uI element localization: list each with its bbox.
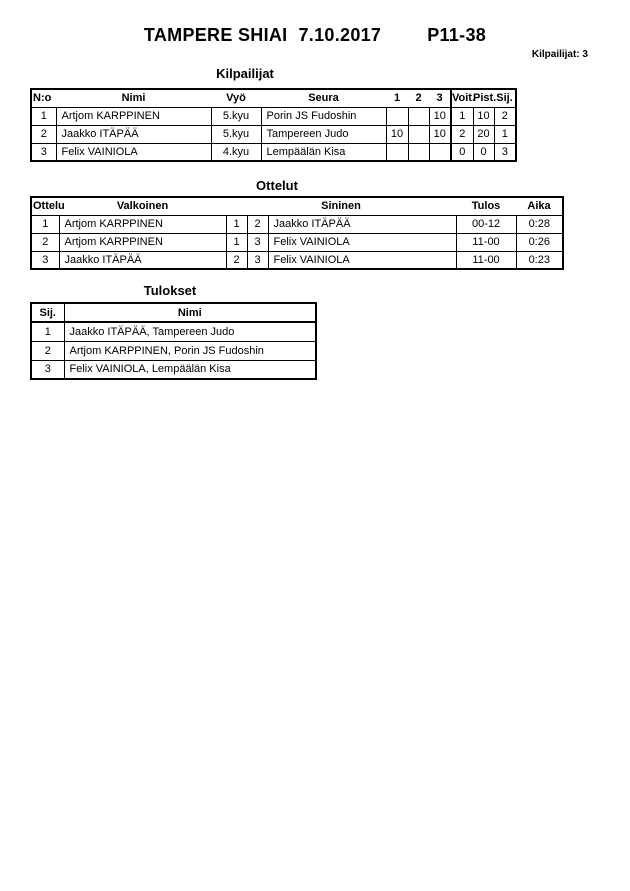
competitors-table — [30, 88, 517, 162]
col-header-points: Pist. — [473, 89, 494, 107]
round1-score-cell — [386, 143, 408, 161]
competitor-number-cell: 1 — [31, 107, 56, 125]
place-cell: 2 — [494, 107, 516, 125]
score-cell: 11-00 — [456, 233, 516, 251]
match-row — [31, 215, 563, 233]
ottelut-section-title: Ottelut — [256, 178, 298, 193]
place-cell: 1 — [494, 125, 516, 143]
match-row — [31, 251, 563, 269]
col-header-name: Nimi — [56, 89, 211, 107]
competitor-number-cell: 2 — [31, 125, 56, 143]
blue-name-cell: Felix VAINIOLA — [268, 251, 456, 269]
matches-header-row — [31, 197, 563, 215]
competitor-belt-cell: 5.kyu — [211, 107, 261, 125]
points-cell: 10 — [473, 107, 494, 125]
competitor-row — [31, 143, 516, 161]
blue-number-cell: 3 — [247, 251, 268, 269]
matches-table — [30, 196, 564, 270]
round3-score-cell — [429, 143, 451, 161]
col-header-round3: 3 — [429, 89, 451, 107]
round2-score-cell — [408, 107, 429, 125]
competitors-header-row — [31, 89, 516, 107]
wins-cell: 2 — [451, 125, 473, 143]
blue-name-cell: Jaakko ITÄPÄÄ — [268, 215, 456, 233]
col-header-belt: Vyö — [211, 89, 261, 107]
col-header-white: Valkoinen — [59, 197, 226, 215]
points-cell: 20 — [473, 125, 494, 143]
col-header-club: Seura — [261, 89, 386, 107]
competitors-count: Kilpailijat: 3 — [531, 49, 588, 60]
wins-cell: 0 — [451, 143, 473, 161]
place-cell: 3 — [494, 143, 516, 161]
col-header-result-place: Sij. — [31, 303, 64, 322]
time-cell: 0:23 — [516, 251, 563, 269]
result-row — [31, 322, 316, 341]
result-place-cell: 1 — [31, 322, 64, 341]
title-category: P11-38 — [427, 25, 487, 45]
tulokset-section-title: Tulokset — [143, 283, 197, 298]
round1-score-cell — [386, 107, 408, 125]
score-cell: 00-12 — [456, 215, 516, 233]
competitor-club-cell: Tampereen Judo — [261, 125, 386, 143]
results-header-row — [31, 303, 316, 322]
result-name-cell: Artjom KARPPINEN, Porin JS Fudoshin — [64, 341, 316, 360]
result-name-cell: Jaakko ITÄPÄÄ, Tampereen Judo — [64, 322, 316, 341]
points-cell: 0 — [473, 143, 494, 161]
result-place-cell: 2 — [31, 341, 64, 360]
competitor-club-cell: Porin JS Fudoshin — [261, 107, 386, 125]
competitor-belt-cell: 5.kyu — [211, 125, 261, 143]
white-number-cell: 1 — [226, 233, 247, 251]
competitor-row — [31, 125, 516, 143]
result-name-cell: Felix VAINIOLA, Lempäälän Kisa — [64, 360, 316, 379]
competitor-name-cell: Felix VAINIOLA — [56, 143, 211, 161]
round2-score-cell — [408, 125, 429, 143]
white-name-cell: Artjom KARPPINEN — [59, 233, 226, 251]
col-header-score: Tulos — [456, 197, 516, 215]
page-title — [0, 25, 630, 46]
round1-score-cell: 10 — [386, 125, 408, 143]
white-number-cell: 2 — [226, 251, 247, 269]
round2-score-cell — [408, 143, 429, 161]
time-cell: 0:26 — [516, 233, 563, 251]
col-header-wins: Voit. — [451, 89, 473, 107]
blue-number-cell: 3 — [247, 233, 268, 251]
col-header-round2: 2 — [408, 89, 429, 107]
match-row — [31, 233, 563, 251]
match-number-cell: 1 — [31, 215, 59, 233]
col-header-match-no: Ottelu — [31, 197, 59, 215]
blue-number-cell: 2 — [247, 215, 268, 233]
col-header-blue: Sininen — [226, 197, 456, 215]
result-place-cell: 3 — [31, 360, 64, 379]
white-name-cell: Artjom KARPPINEN — [59, 215, 226, 233]
competitor-club-cell: Lempäälän Kisa — [261, 143, 386, 161]
wins-cell: 1 — [451, 107, 473, 125]
competitor-name-cell: Jaakko ITÄPÄÄ — [56, 125, 211, 143]
white-number-cell: 1 — [226, 215, 247, 233]
round3-score-cell: 10 — [429, 125, 451, 143]
match-number-cell: 3 — [31, 251, 59, 269]
time-cell: 0:28 — [516, 215, 563, 233]
result-row — [31, 360, 316, 379]
competitor-name-cell: Artjom KARPPINEN — [56, 107, 211, 125]
blue-name-cell: Felix VAINIOLA — [268, 233, 456, 251]
col-header-place: Sij. — [494, 89, 516, 107]
competitor-row — [31, 107, 516, 125]
score-cell: 11-00 — [456, 251, 516, 269]
kilpailijat-section-title: Kilpailijat — [216, 66, 274, 81]
col-header-time: Aika — [516, 197, 563, 215]
round3-score-cell: 10 — [429, 107, 451, 125]
col-header-round1: 1 — [386, 89, 408, 107]
title-date: 7.10.2017 — [298, 25, 382, 45]
col-header-result-name: Nimi — [64, 303, 316, 322]
results-table — [30, 302, 317, 380]
white-name-cell: Jaakko ITÄPÄÄ — [59, 251, 226, 269]
title-event: TAMPERE SHIAI — [143, 25, 288, 45]
result-row — [31, 341, 316, 360]
competitor-belt-cell: 4.kyu — [211, 143, 261, 161]
col-header-no: N:o — [31, 89, 56, 107]
competitor-number-cell: 3 — [31, 143, 56, 161]
match-number-cell: 2 — [31, 233, 59, 251]
